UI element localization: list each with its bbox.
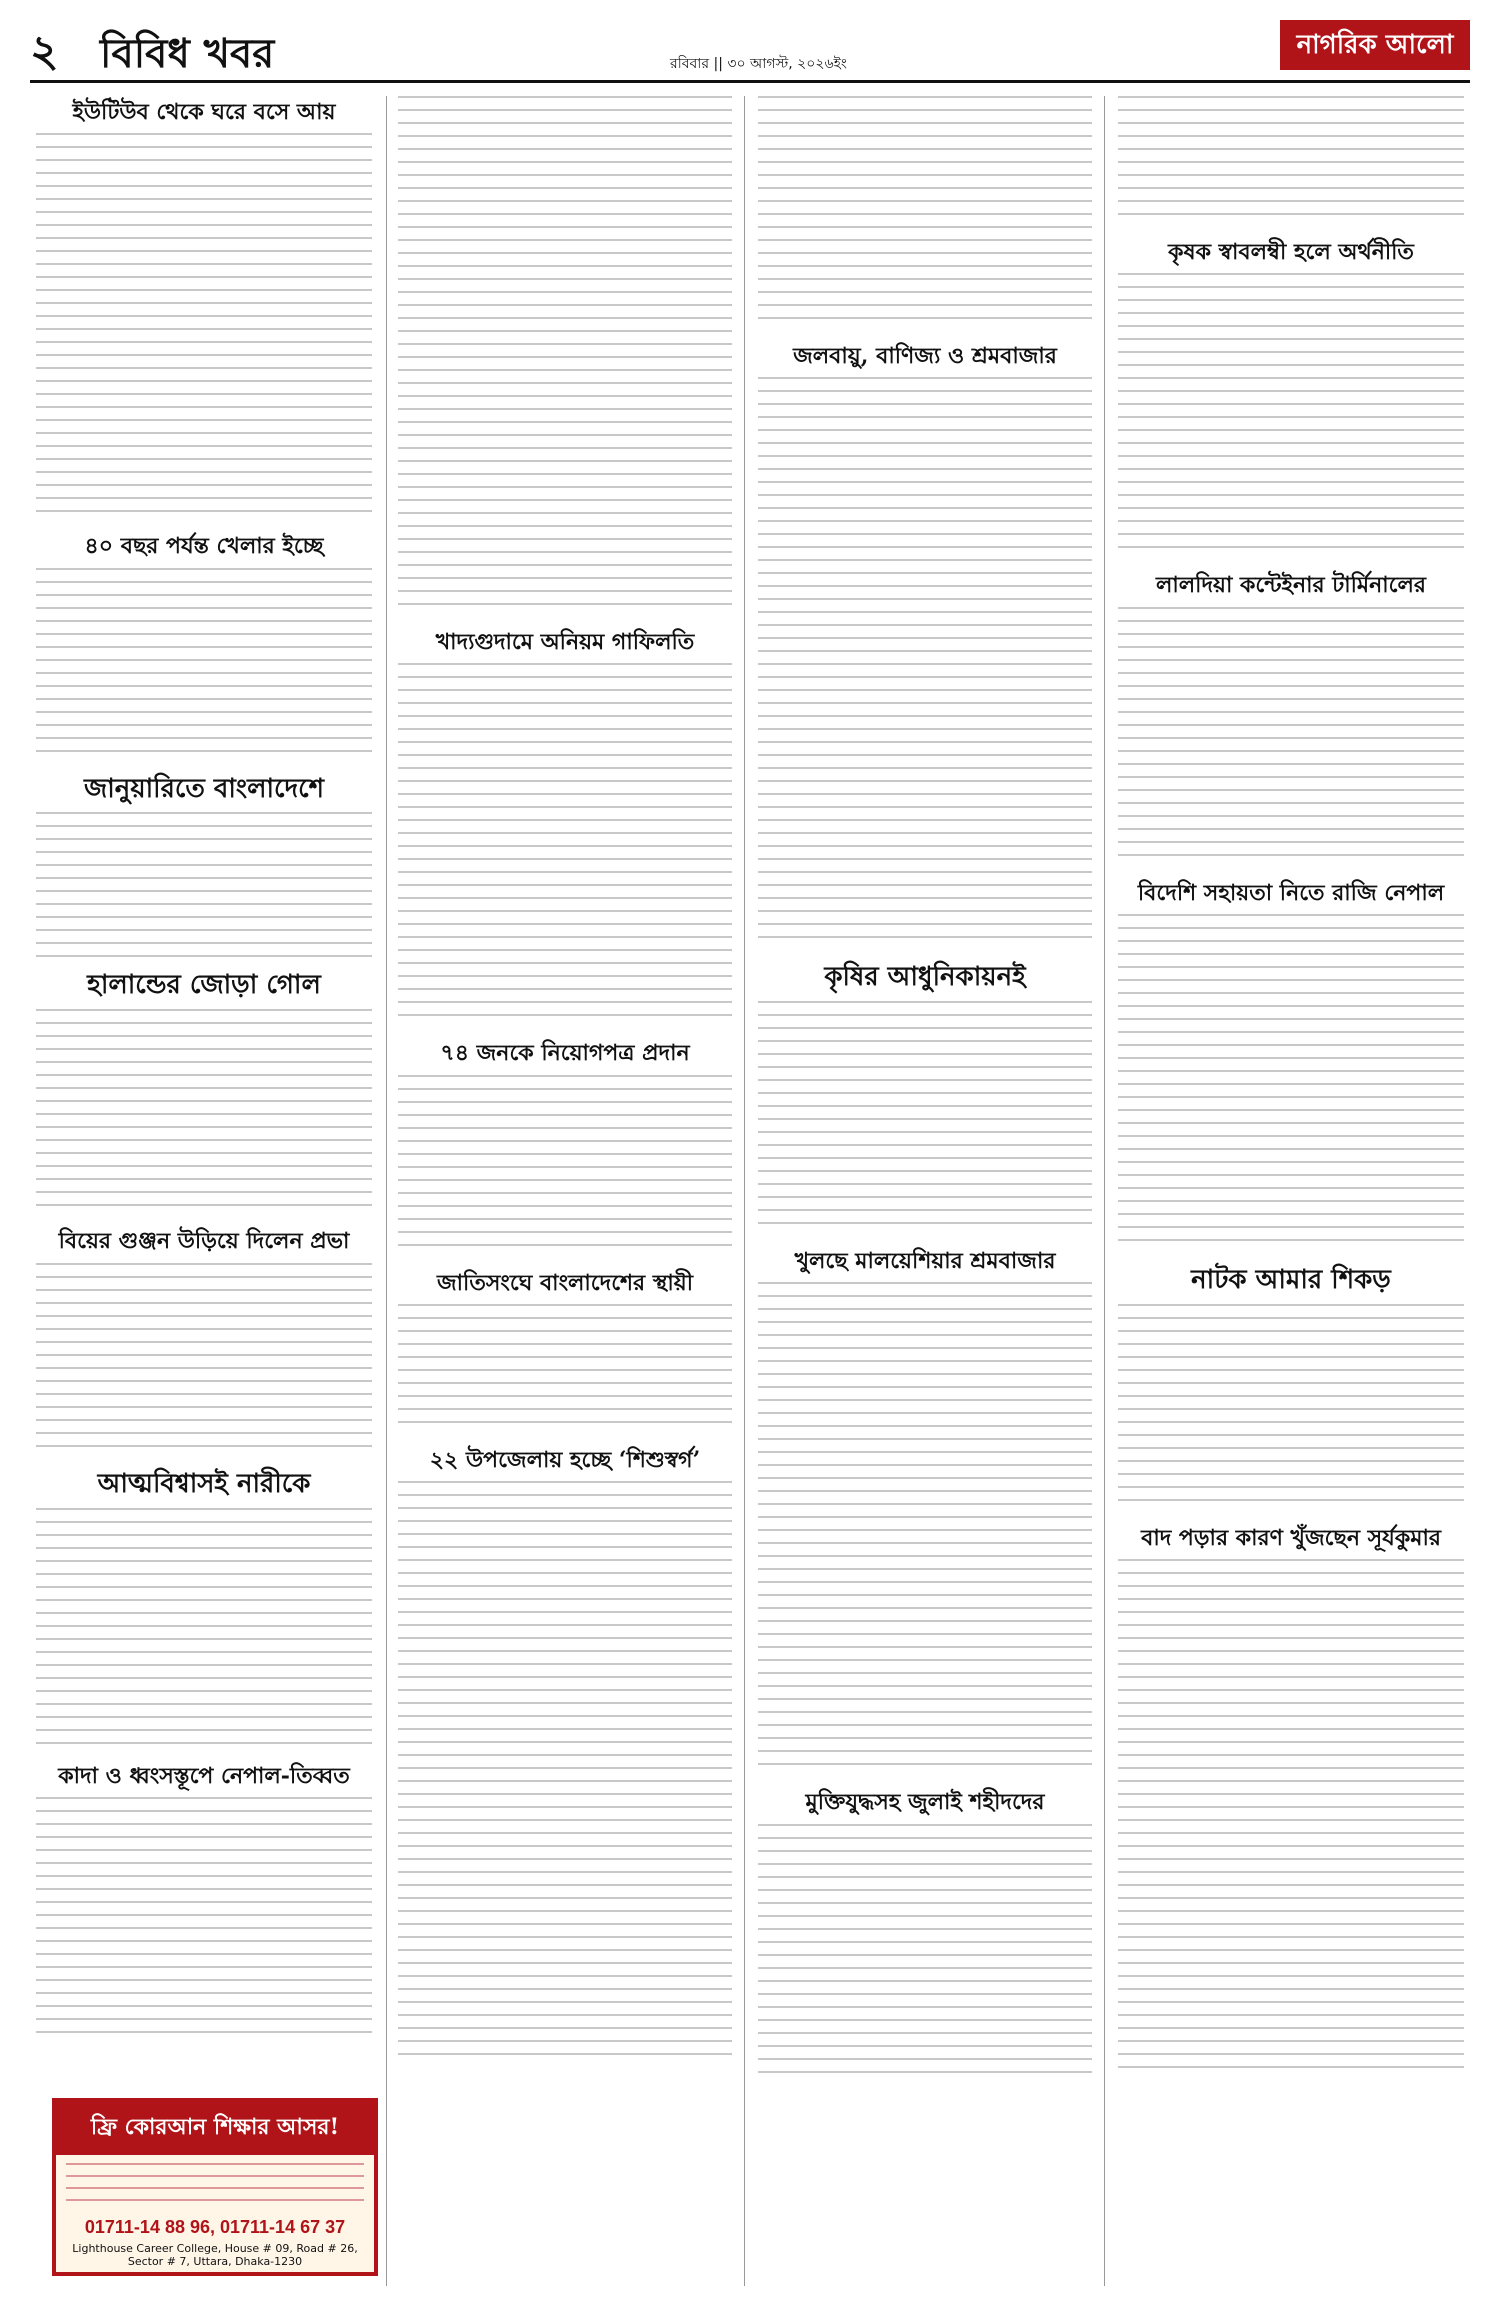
story-body-text	[398, 1481, 732, 2066]
news-story	[1118, 881, 1464, 1252]
story-body-text	[758, 1282, 1092, 1776]
story-headline: কৃষির আধুনিকায়নই	[824, 962, 1026, 993]
story-headline: জাতিসংঘে বাংলাদেশের স্থায়ী	[436, 1269, 694, 1296]
story-body-text	[398, 663, 732, 1027]
column-divider	[1104, 96, 1105, 2286]
news-column	[1118, 96, 1464, 2093]
ad-address: Lighthouse Career College, House # 09, Road # 26, Sector # 7, Uttara, Dhaka-1230	[72, 2242, 358, 2268]
story-headline: মুক্তিযুদ্ধসহ জুলাই শহীদদের	[805, 1789, 1045, 1816]
news-story	[1118, 1266, 1464, 1512]
story-body-text	[1118, 273, 1464, 559]
story-headline: ৪০ বছর পর্যন্ত খেলার ইচ্ছে	[84, 533, 324, 560]
ad-body-text	[66, 2163, 364, 2209]
story-body-text	[398, 1075, 732, 1257]
story-headline: ২২ উপজেলায় হচ্ছে ‘শিশুস্বর্গ’	[429, 1446, 701, 1473]
story-headline: কাদা ও ধ্বংসস্তূপে নেপাল-তিব্বত	[58, 1762, 350, 1789]
news-story	[36, 971, 372, 1215]
news-column	[758, 96, 1092, 2098]
story-body-text	[36, 812, 372, 957]
story-headline: খুলছে মালয়েশিয়ার শ্রমবাজার	[794, 1248, 1056, 1275]
story-headline: খাদ্যগুদামে অনিয়ম গাফিলতি	[435, 629, 695, 655]
news-story	[758, 96, 1092, 330]
story-headline: কৃষক স্বাবলম্বী হলে অর্থনীতি	[1168, 239, 1414, 265]
story-body-text	[398, 96, 732, 616]
news-story	[758, 963, 1092, 1235]
story-headline: বিয়ের গুঞ্জন উড়িয়ে দিলেন প্রভা	[58, 1228, 350, 1255]
story-headline: ৭৪ জনকে নিয়োগপত্র প্রদান	[440, 1040, 690, 1067]
story-headline: আত্মবিশ্বাসই নারীকে	[97, 1468, 311, 1499]
story-body-text	[1118, 96, 1464, 226]
news-story	[36, 1229, 372, 1455]
news-column	[36, 96, 372, 2053]
story-body-text	[758, 1824, 1092, 2084]
news-story	[1118, 96, 1464, 226]
story-headline: লালদিয়া কন্টেইনার টার্মিনালের	[1156, 572, 1426, 599]
story-body-text	[398, 1304, 732, 1434]
news-story	[398, 1271, 732, 1434]
story-body-text	[1118, 1304, 1464, 1512]
story-body-text	[1118, 1559, 1464, 2079]
news-story	[398, 1448, 732, 2066]
news-story	[1118, 573, 1464, 866]
ad-title: ফ্রি কোরআন শিক্ষার আসর!	[56, 2102, 374, 2155]
column-divider	[744, 96, 745, 2286]
story-headline: জানুয়ারিতে বাংলাদেশে	[84, 773, 324, 804]
masthead-logo: নাগরিক আলো	[1280, 20, 1470, 70]
story-body-text	[1118, 914, 1464, 1252]
dateline: রবিবার || ৩০ আগস্ট, ২০২৬ইং	[670, 56, 847, 72]
news-story	[758, 344, 1092, 949]
section-title: বিবিধ খবর	[100, 30, 275, 77]
story-body-text	[758, 96, 1092, 330]
ad-phone: 01711-14 88 96, 01711-14 67 37	[84, 2217, 346, 2237]
story-headline: বাদ পড়ার কারণ খুঁজছেন সূর্যকুমার	[1141, 1524, 1441, 1551]
news-story	[758, 1790, 1092, 2083]
page-number: ২	[30, 26, 59, 77]
quran-class-advertisement	[52, 2098, 378, 2276]
story-body-text	[758, 377, 1092, 949]
page-header	[30, 18, 1470, 83]
story-body-text	[36, 1009, 372, 1215]
column-divider	[386, 96, 387, 2286]
news-story	[36, 1470, 372, 1750]
story-body-text	[36, 1263, 372, 1456]
news-story	[758, 1249, 1092, 1776]
story-body-text	[36, 1797, 372, 2039]
news-story	[1118, 1526, 1464, 2079]
news-story	[36, 1764, 372, 2039]
news-story	[36, 100, 372, 520]
story-headline: জলবায়ু, বাণিজ্য ও শ্রমবাজার	[793, 343, 1057, 369]
story-body-text	[1118, 607, 1464, 867]
story-headline: বিদেশি সহায়তা নিতে রাজি নেপাল	[1137, 879, 1445, 906]
news-story	[36, 534, 372, 760]
news-story	[398, 630, 732, 1027]
story-headline: নাটক আমার শিকড়	[1191, 1264, 1391, 1295]
news-story	[36, 775, 372, 958]
story-body-text	[36, 1508, 372, 1750]
story-body-text	[36, 568, 372, 761]
story-body-text	[36, 133, 372, 520]
story-headline: ইউটিউব থেকে ঘরে বসে আয়	[72, 99, 336, 125]
news-story	[398, 96, 732, 616]
news-column	[398, 96, 732, 2080]
news-story	[398, 1041, 732, 1256]
news-story	[1118, 240, 1464, 559]
story-headline: হালান্ডের জোড়া গোল	[87, 970, 321, 1001]
story-body-text	[758, 1001, 1092, 1235]
